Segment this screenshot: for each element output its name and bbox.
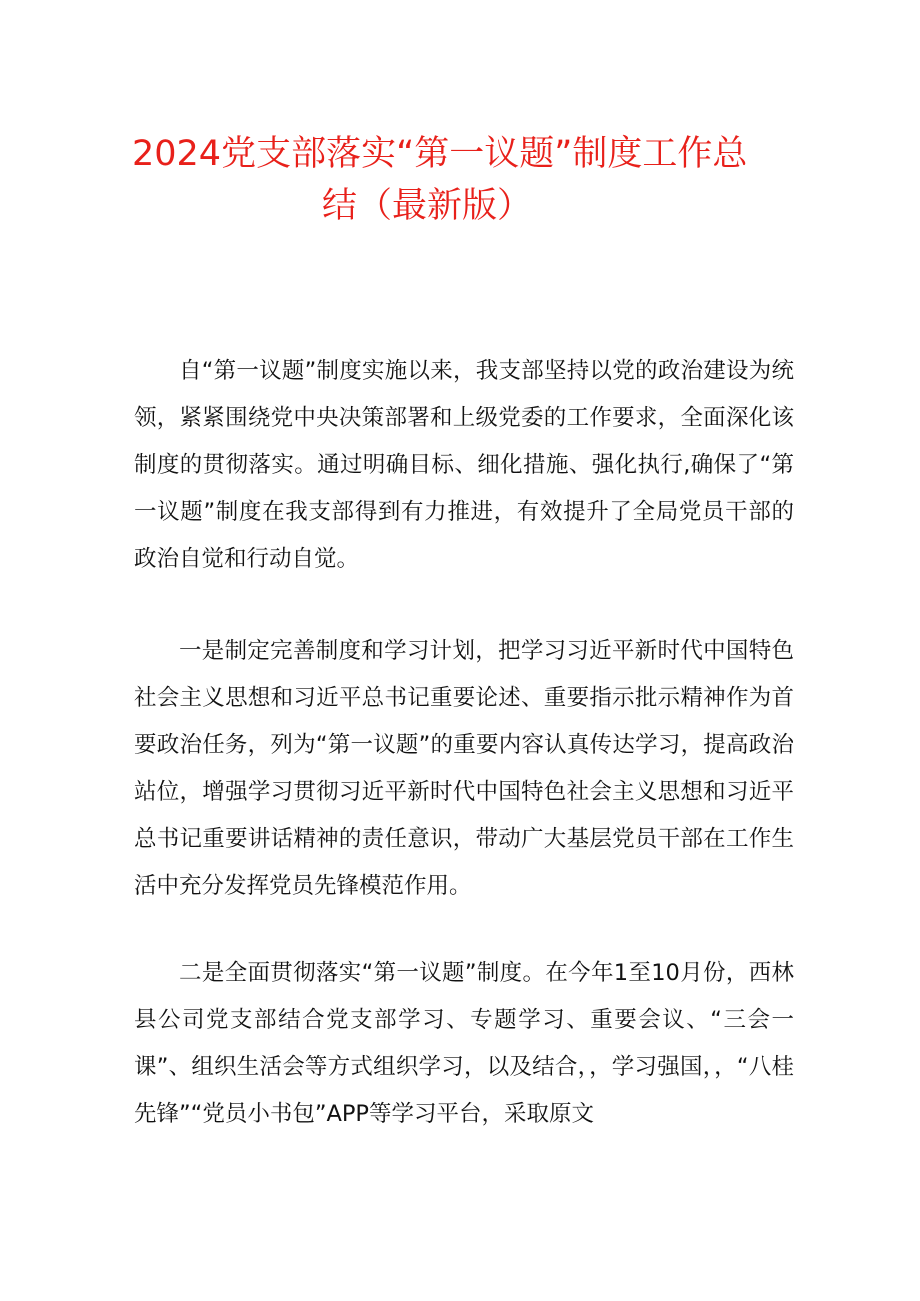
paragraph-3-block bbox=[134, 950, 794, 1138]
title-line-2: 结（最新版） bbox=[322, 186, 533, 226]
paragraph-intro: 自“第一议题”制度实施以来，我支部坚持以党的政治建设为统领，紧紧围绕党中央决策部署和上级党委的工作要求，全面深化该制度的贯彻落实。通过明确目标、细化措施、强化执行,确保了“第一议题”制度在我支部得到有力推进，有效提升了全局党员干部的政治自觉和行动自觉。 bbox=[134, 358, 794, 572]
paragraph-1-block bbox=[134, 348, 794, 583]
paragraph-point-one: 一是制定完善制度和学习计划，把学习习近平新时代中国特色社会主义思想和习近平总书记重要论述、重要指示批示精神作为首要政治任务，列为“第一议题”的重要内容认真传达学习，提高政治站位，增强学习贯彻习近平新时代中国特色社会主义思想和习近平总书记重要讲话精神的责任意识，带动广大基层党员干部在工作生活中充分发挥党员先锋模范作用。 bbox=[134, 638, 794, 899]
paragraph-2-block bbox=[134, 628, 794, 910]
document-title bbox=[120, 128, 800, 232]
paragraph-point-two: 二是全面贯彻落实“第一议题”制度。在今年1至10月份，西林县公司党支部结合党支部学习、专题学习、重要会议、“三会一课”、组织生活会等方式组织学习，以及结合，，学习强国，，“八桂先锋”“党员小书包”APP等学习平台，采取原文 bbox=[134, 960, 794, 1127]
title-line-1: 2024党支部落实“第一议题”制度工作总 bbox=[132, 134, 748, 174]
